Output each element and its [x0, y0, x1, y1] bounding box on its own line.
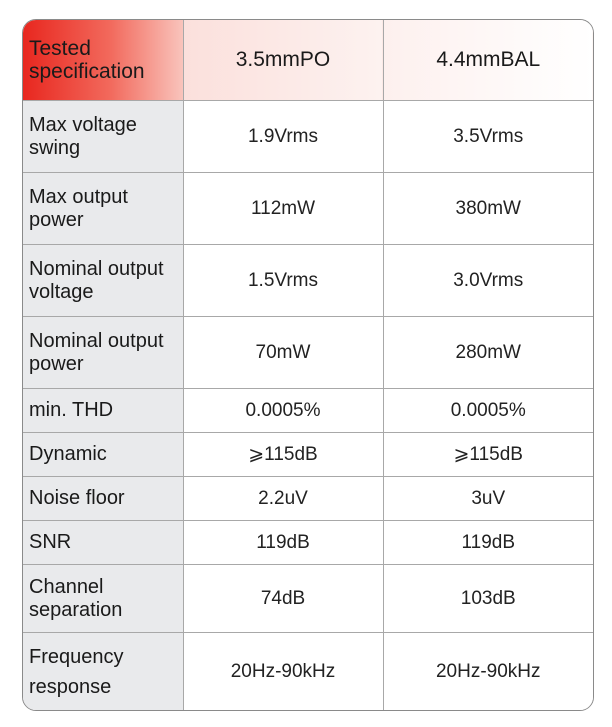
table-row — [23, 389, 593, 433]
row-label: Nominal output power — [23, 317, 183, 389]
table-row — [23, 433, 593, 477]
row-value-3-5mm: 20Hz-90kHz — [183, 633, 383, 711]
header-4-4mm: 4.4mmBAL — [383, 20, 593, 101]
header-3-5mm: 3.5mmPO — [183, 20, 383, 101]
row-label: Nominal output voltage — [23, 245, 183, 317]
row-label: Frequency response — [23, 633, 183, 711]
row-label: min. THD — [23, 389, 183, 433]
row-value-4-4mm: 380mW — [383, 173, 593, 245]
row-value-3-5mm: 112mW — [183, 173, 383, 245]
row-value-3-5mm: 119dB — [183, 521, 383, 565]
row-value-4-4mm: 3.0Vrms — [383, 245, 593, 317]
row-value-4-4mm: 280mW — [383, 317, 593, 389]
row-label: Max output power — [23, 173, 183, 245]
table-row — [23, 565, 593, 633]
row-value-3-5mm: 74dB — [183, 565, 383, 633]
table-row — [23, 245, 593, 317]
row-value-3-5mm: 0.0005% — [183, 389, 383, 433]
row-value-4-4mm: 103dB — [383, 565, 593, 633]
table-row — [23, 521, 593, 565]
row-value-3-5mm: 1.9Vrms — [183, 101, 383, 173]
header-spec: Tested specification — [23, 20, 183, 101]
row-value-3-5mm: ⩾115dB — [183, 433, 383, 477]
table-row — [23, 477, 593, 521]
row-value-4-4mm: 20Hz-90kHz — [383, 633, 593, 711]
row-value-4-4mm: 3.5Vrms — [383, 101, 593, 173]
table-row — [23, 317, 593, 389]
row-label: Max voltage swing — [23, 101, 183, 173]
spec-table-container — [22, 19, 594, 711]
row-value-3-5mm: 70mW — [183, 317, 383, 389]
row-value-3-5mm: 1.5Vrms — [183, 245, 383, 317]
row-label: Channel separation — [23, 565, 183, 633]
row-value-4-4mm: ⩾115dB — [383, 433, 593, 477]
table-row — [23, 633, 593, 711]
row-value-4-4mm: 0.0005% — [383, 389, 593, 433]
row-value-3-5mm: 2.2uV — [183, 477, 383, 521]
row-label: Dynamic — [23, 433, 183, 477]
row-value-4-4mm: 119dB — [383, 521, 593, 565]
row-label: Noise floor — [23, 477, 183, 521]
table-header-row — [23, 20, 593, 101]
table-row — [23, 101, 593, 173]
table-row — [23, 173, 593, 245]
row-value-4-4mm: 3uV — [383, 477, 593, 521]
spec-table — [23, 20, 593, 711]
row-label: SNR — [23, 521, 183, 565]
